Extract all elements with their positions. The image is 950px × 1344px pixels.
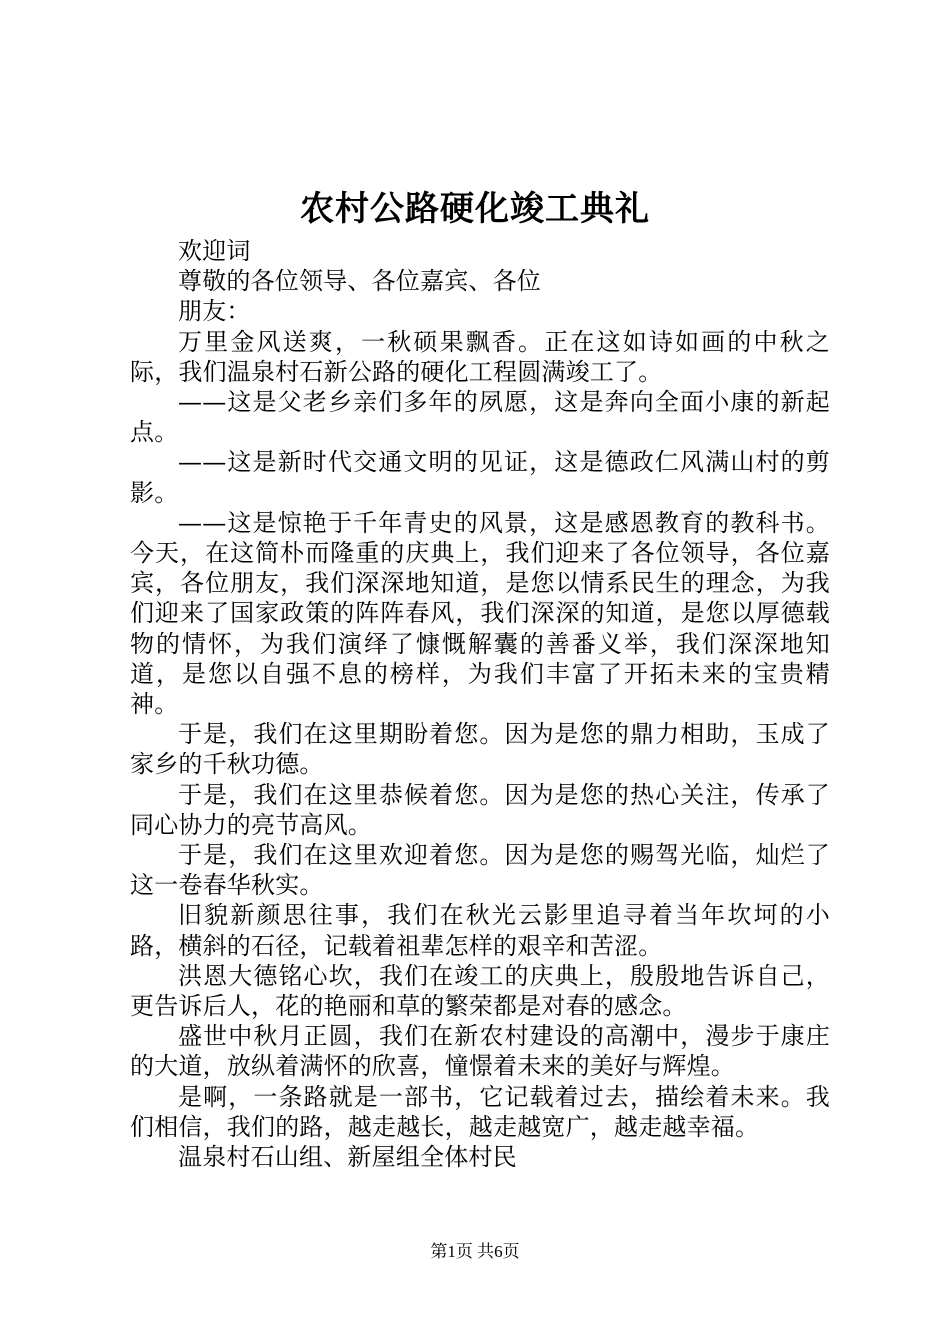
paragraph-old-road: 旧貌新颜思往事，我们在秋光云影里追寻着当年坎坷的小路，横斜的石径，记载着祖辈怎样的艰辛和苦涩。 bbox=[130, 901, 830, 960]
paragraph-dash-2: ——这是新时代交通文明的见证，这是德政仁风满山村的剪影。 bbox=[130, 448, 830, 507]
page-footer: 第1页 共6页 bbox=[430, 1242, 520, 1261]
paragraph-yushi-1: 于是，我们在这里期盼着您。因为是您的鼎力相助，玉成了家乡的千秋功德。 bbox=[130, 720, 830, 779]
document-body bbox=[130, 236, 830, 1172]
paragraph-closing: 是啊，一条路就是一部书，它记载着过去，描绘着未来。我们相信，我们的路，越走越长，越走越宽广，越走越幸福。 bbox=[130, 1082, 830, 1141]
paragraph-opening: 万里金风送爽，一秋硕果飘香。正在这如诗如画的中秋之际，我们温泉村石新公路的硬化工程圆满竣工了。 bbox=[130, 327, 830, 386]
paragraph-dash-1: ——这是父老乡亲们多年的夙愿，这是奔向全面小康的新起点。 bbox=[130, 388, 830, 447]
paragraph-yushi-3: 于是，我们在这里欢迎着您。因为是您的赐驾光临，灿烂了这一卷春华秋实。 bbox=[130, 841, 830, 900]
paragraph-dash-3: ——这是惊艳于千年青史的风景，这是感恩教育的教科书。今天，在这简朴而隆重的庆典上，我们迎来了各位领导，各位嘉宾，各位朋友，我们深深地知道，是您以情系民生的理念，为我们迎来了国家政策的阵阵春风，我们深深的知道，是您以厚德载物的情怀，为我们演绎了慷慨解囊的善番义举，我们深深地知道，是您以自强不息的榜样，为我们丰富了开拓未来的宝贵精神。 bbox=[130, 508, 830, 719]
paragraph-signature: 温泉村石山组、新屋组全体村民 bbox=[178, 1143, 517, 1172]
paragraph-gratitude: 洪恩大德铭心坎，我们在竣工的庆典上，殷殷地告诉自己，更告诉后人，花的艳丽和草的繁荣都是对春的感念。 bbox=[130, 961, 830, 1021]
page-title: 农村公路硬化竣工典礼 bbox=[300, 189, 650, 229]
paragraph-greeting-heading: 欢迎词 bbox=[178, 237, 251, 265]
paragraph-salutation-cont: 朋友： bbox=[178, 297, 251, 326]
paragraph-mid-autumn: 盛世中秋月正圆，我们在新农村建设的高潮中，漫步于康庄的大道，放纵着满怀的欣喜，憧憬着未来的美好与辉煌。 bbox=[130, 1022, 830, 1081]
paragraph-salutation: 尊敬的各位领导、各位嘉宾、各位 bbox=[178, 267, 541, 296]
paragraph-yushi-2: 于是，我们在这里恭候着您。因为是您的热心关注，传承了同心协力的亮节高风。 bbox=[130, 780, 830, 839]
